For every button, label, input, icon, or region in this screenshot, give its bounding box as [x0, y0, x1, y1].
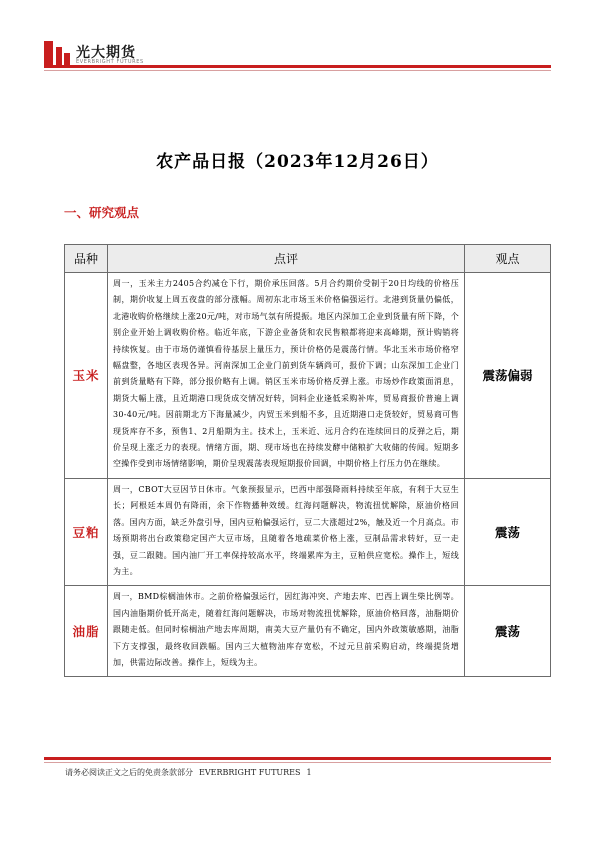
document-title: 农产品日报（2023年12月26日） — [156, 152, 439, 172]
header-rule — [44, 65, 551, 68]
variety-cell: 油脂 — [65, 586, 108, 677]
comment-cell: 周一，玉米主力2405合约减仓下行，期价承压回落。5月合约期价受制于20日均线的价格压制，期价收复上周五夜盘的部分涨幅。周初东北市场玉米价格偏强运行。北港到货量仍偏低，北港收购价格继续上涨20元/吨，对市场气氛有所提振。地区内深加工企业到货量有所下降，个别企业开始上调收购价格。临近年底，下游企业备货和农民售粮都将迎来高峰期，预计购销将持续恢复。由于市场仍谨慎看待基层上量压力，预计价格仍是震荡行情。华北玉米市场价格窄幅盘整，各地区表现各异。河南深加工企业门前到货车辆尚可，报价下调；山东深加工企业门前到货量略有下降，部分报价略有上调。销区玉米市场价格反弹上涨。市场炒作政策面消息，期货大幅上涨，且近期港口现货成交情况好转，饲料企业逢低采购补库，贸易商报价普遍上调30-40元/吨。因前期北方下海量减少，内贸玉米到船不多，且近期港口走货较好，贸易商可售现货库存不多，预售1、2月船期为主。技术上，玉米近、远月合约在连续回日的反弹之后，期价呈现上涨乏力的表现。情绪方面，期、现市场也在持续发酵中储粮扩大收储的传闻。短期多空操作受到市场情绪影响，期价呈现震荡表现短期报价回调，中期价格上行压力仍在继续。 — [108, 273, 465, 479]
column-header-comment: 点评 — [108, 245, 465, 273]
section-title: 一、研究观点 — [64, 205, 140, 220]
variety-cell: 玉米 — [65, 273, 108, 479]
footer-disclaimer: 请务必阅读正文之后的免责条款部分 — [65, 768, 193, 777]
column-header-variety: 品种 — [65, 245, 108, 273]
table-header-row — [65, 245, 551, 273]
view-cell: 震荡 — [465, 586, 551, 677]
table-row — [65, 273, 551, 479]
column-header-view: 观点 — [465, 245, 551, 273]
page-number: 1 — [306, 768, 312, 777]
view-cell: 震荡 — [465, 478, 551, 585]
footer-rule — [44, 757, 551, 760]
comment-cell: 周一，BMD棕榈油休市。之前价格偏强运行，因红海冲突、产地去库、巴西上调生柴比例等。国内油脂期价低开高走，随着红海问题解决，市场对物流扭忧解除，原油价格回落，油脂期价跟随走低。但同时棕榈油产地去库周期，南美大豆产量仍有不确定，国内外政策敏感期，油脂下方支撑强，最终收回跌幅。国内三大植物油库存宽松，不过元旦前采购启动，终端提货增加，供需边际改善。操作上，短线为主。 — [108, 586, 465, 677]
company-name: 光大期货 — [76, 45, 136, 61]
table-row — [65, 586, 551, 677]
logo-mark-icon — [44, 41, 70, 65]
footer-company: EVERBRIGHT FUTURES — [199, 768, 301, 777]
view-cell: 震荡偏弱 — [465, 273, 551, 479]
footer-rule-thin — [44, 762, 551, 763]
table-row — [65, 478, 551, 585]
company-name-en: EVERBRIGHT FUTURES — [76, 59, 144, 65]
header-rule-thin — [44, 70, 551, 71]
comment-cell: 周一，CBOT大豆因节日休市。气象预报显示，巴西中部强降雨料持续至年底，有利于大豆生长；阿根廷本周仍有降雨，余下作物播种效缓。红海问题解决，物流扭忧解除，原油价格回落。国内方面，缺乏外盘引导，国内豆粕偏强运行，豆二大涨超过2%，触及近一个月高点。市场预期将出台政策稳定国产大豆市场，且随着各地疏菜价格上涨，豆制品需求转好，豆一走强，豆二跟随。国内油厂开工率保持较高水平，终端累库为主，豆粕供应宽松。操作上，短线为主。 — [108, 478, 465, 585]
page-footer — [65, 767, 318, 778]
variety-cell: 豆粕 — [65, 478, 108, 585]
research-table — [64, 244, 551, 677]
